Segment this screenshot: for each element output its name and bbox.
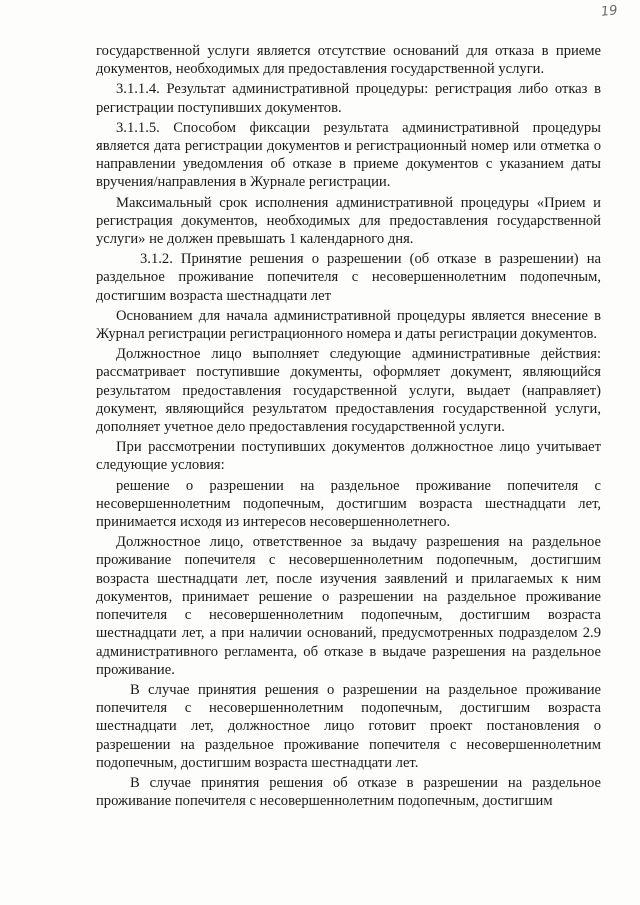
paragraph-1: государственной услуги является отсутствие оснований для отказа в приеме документов, необходимых для предоставления государственной услуги. xyxy=(96,43,601,78)
paragraph-7: Должностное лицо выполняет следующие административные действия: рассматривает поступившие документы, оформляет документ, являющийся результатом предоставления государственной услуги, выдает (направляет) документ, являющийся результатом предоставления государственной услуги, дополняет учетное дело предоставления государственной услуги. xyxy=(96,346,601,436)
document-body xyxy=(96,42,601,810)
paragraph-6: Основанием для начала административной процедуры является внесение в Журнал регистрации регистрационного номера и даты регистрации документов. xyxy=(96,307,601,343)
paragraph-12: В случае принятия решения об отказе в разрешении на раздельное проживание попечителя с несовершеннолетним подопечным, достигшим xyxy=(96,774,601,810)
paragraph-9: решение о разрешении на раздельное проживание попечителя с несовершеннолетним подопечным, достигшим возраста шестнадцати лет, принимается исходя из интересов несовершеннолетнего. xyxy=(96,477,601,531)
page-number: 19 xyxy=(600,3,619,20)
paragraph-2: 3.1.1.4. Результат административной процедуры: регистрация либо отказ в регистрации поступивших документов. xyxy=(96,81,601,116)
paragraph-8: При рассмотрении поступивших документов должностное лицо учитывает следующие условия: xyxy=(96,439,601,474)
paragraph-11: В случае принятия решения о разрешении на раздельное проживание попечителя с несовершеннолетним подопечным, достигшим возраста шестнадцати лет, должностное лицо готовит проект постановления о разрешении на раздельное проживание попечителя с несовершеннолетним подопечным, достигшим возраста шестнадцати лет. xyxy=(96,681,601,771)
paragraph-5: 3.1.2. Принятие решения о разрешении (об отказе в разрешении) на раздельное проживание попечителя с несовершеннолетним подопечным, достигшим возраста шестнадцати лет xyxy=(96,251,601,304)
paragraph-3: 3.1.1.5. Способом фиксации результата административной процедуры является дата регистрации документов и регистрационный номер или отметка о направлении уведомления об отказе в приеме документов с указанием даты вручения/направления в Журнале регистрации. xyxy=(96,119,601,191)
paragraph-10: Должностное лицо, ответственное за выдачу разрешения на раздельное проживание попечителя с несовершеннолетним подопечным, достигшим возраста шестнадцати лет, после изучения заявлений и прилагаемых к ним документов, принимает решение о разрешении на раздельное проживание попечителя с несовершеннолетним подопечным, достигшим возраста шестнадцати лет, а при наличии оснований, предусмотренных подразделом 2.9 административного регламента, об отказе в выдаче разрешения на раздельное проживание. xyxy=(96,534,601,678)
paragraph-4: Максимальный срок исполнения административной процедуры «Прием и регистрация документов, необходимых для предоставления государственной услуги» не должен превышать 1 календарного дня. xyxy=(96,194,601,248)
